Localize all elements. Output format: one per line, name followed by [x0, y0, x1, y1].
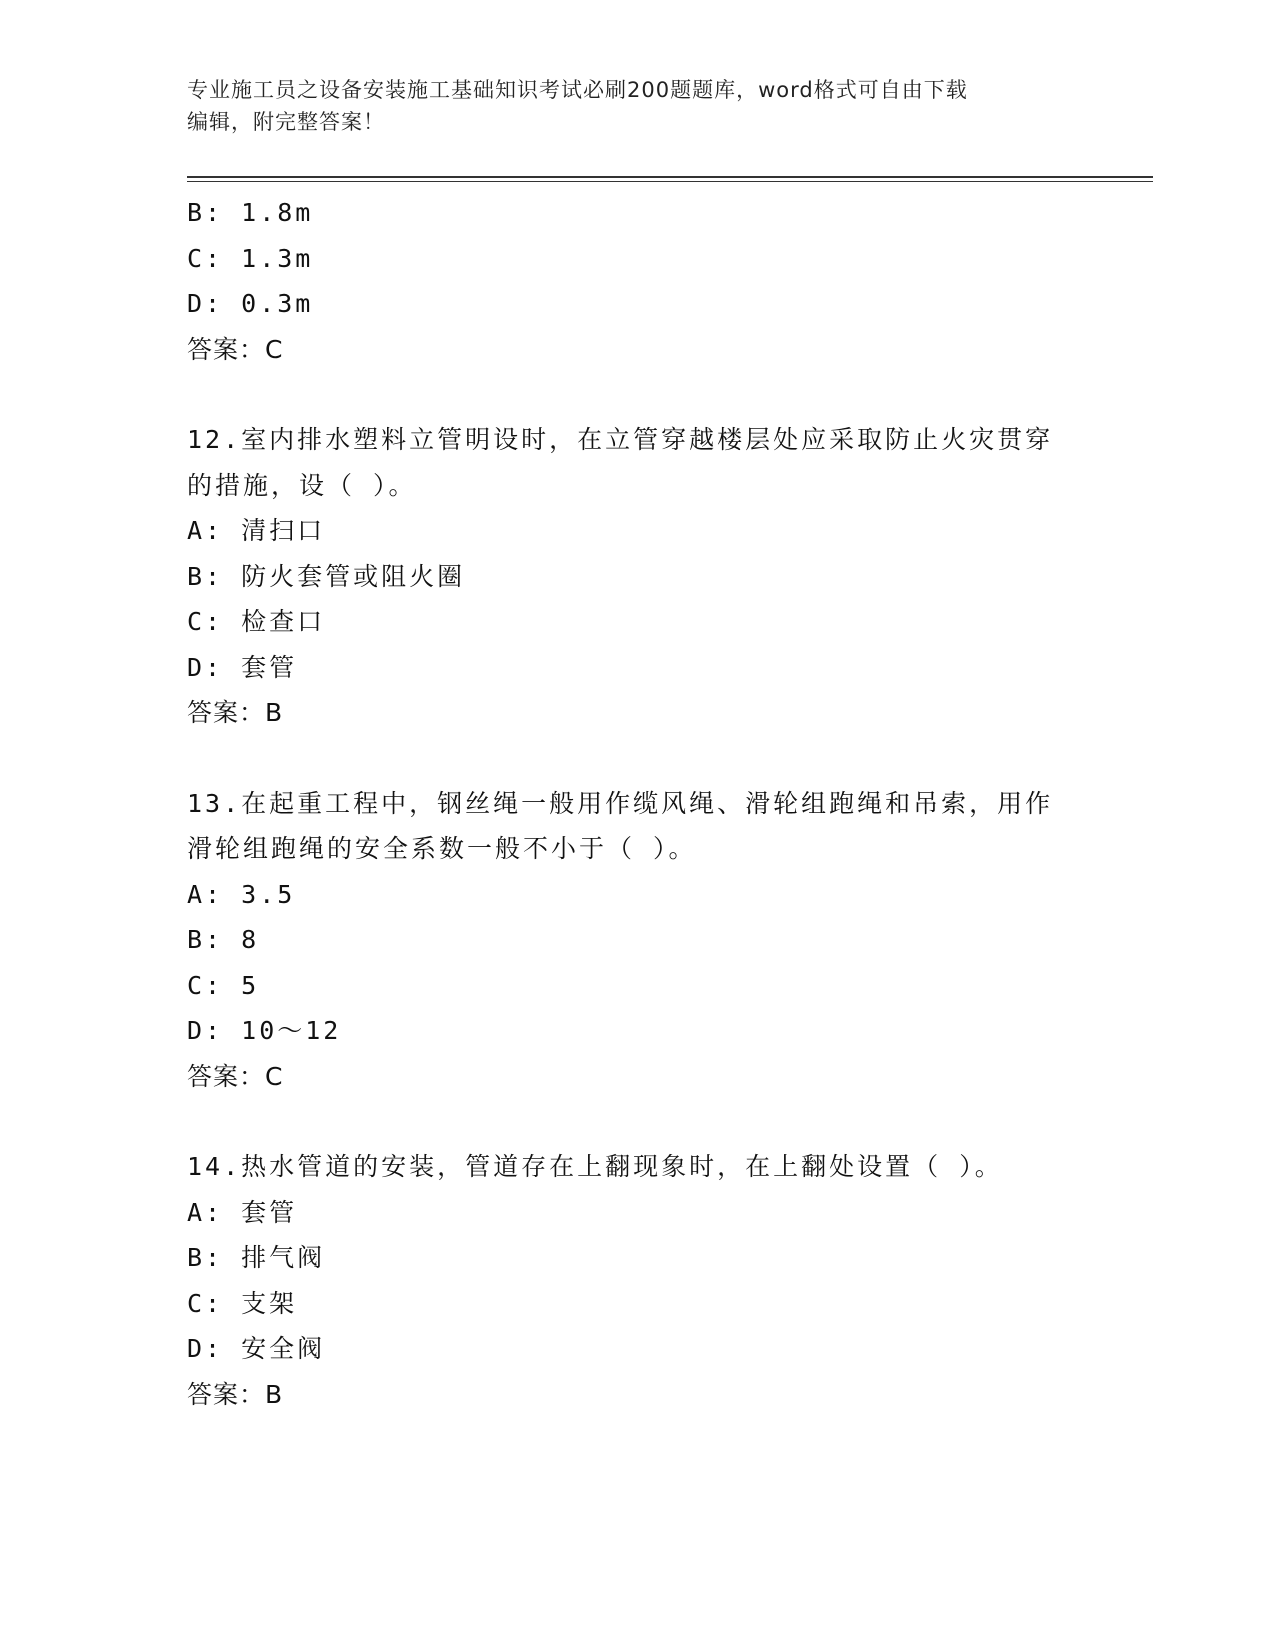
answer-line: 答案：C [187, 1061, 284, 1091]
question-stem-line-2: 滑轮组跑绳的安全系数一般不小于（ ）。 [187, 834, 697, 863]
question-13 [187, 781, 1087, 1100]
option-a: A: 套管 [187, 1197, 298, 1227]
question-spacer [187, 1099, 1087, 1144]
carryover-question [187, 190, 1087, 372]
question-stem-line-2: 的措施，设（ ）。 [187, 470, 417, 500]
question-stem-line-1: 13.在起重工程中，钢丝绳一般用作缆风绳、滑轮组跑绳和吊索，用作 [187, 788, 1054, 818]
question-14 [187, 1144, 1087, 1417]
question-stem-line-1: 14.热水管道的安装，管道存在上翻现象时，在上翻处设置（ ）。 [187, 1152, 1003, 1181]
option-a: A: 3.5 [187, 879, 296, 909]
option-b: B: 1.8m [187, 198, 314, 227]
option-b: B: 8 [187, 925, 260, 954]
question-list [187, 190, 1087, 1417]
question-12 [187, 417, 1087, 736]
header-divider-top [187, 176, 1153, 178]
option-b: B: 排气阀 [187, 1243, 326, 1272]
document-header [187, 74, 1087, 138]
option-d: D: 安全阀 [187, 1334, 326, 1363]
header-title-line-1: 专业施工员之设备安装施工基础知识考试必刷200题题库，word格式可自由下载 [187, 78, 968, 102]
question-stem-line-1: 12.室内排水塑料立管明设时，在立管穿越楼层处应采取防止火灾贯穿 [187, 425, 1054, 454]
option-d: D: 0.3m [187, 289, 314, 318]
header-title-line-2: 编辑，附完整答案！ [187, 110, 385, 134]
answer-line: 答案：B [187, 1379, 284, 1409]
header-divider-bottom [187, 181, 1153, 182]
question-spacer [187, 736, 1087, 781]
option-a: A: 清扫口 [187, 516, 326, 545]
option-b: B: 防火套管或阻火圈 [187, 561, 466, 591]
option-c: C: 1.3m [187, 243, 314, 273]
option-d: D: 10～12 [187, 1016, 342, 1045]
option-c: C: 检查口 [187, 607, 326, 636]
question-spacer [187, 372, 1087, 417]
option-c: C: 5 [187, 970, 260, 1000]
answer-line: 答案：C [187, 334, 284, 364]
answer-line: 答案：B [187, 698, 284, 727]
option-d: D: 套管 [187, 652, 298, 682]
option-c: C: 支架 [187, 1288, 298, 1318]
